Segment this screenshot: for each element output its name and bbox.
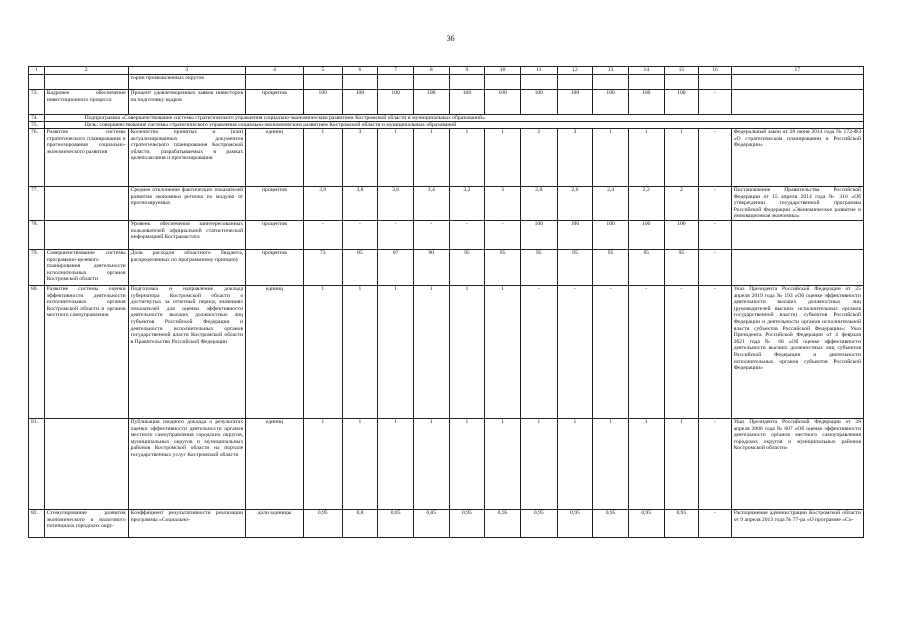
year-value bbox=[593, 75, 629, 90]
year-value: 1 bbox=[378, 129, 414, 187]
year-value: 95 bbox=[449, 249, 485, 285]
year-value: 0,95 bbox=[593, 509, 629, 537]
year-value: 1 bbox=[557, 418, 593, 509]
year-value: 0,95 bbox=[664, 509, 699, 537]
column-header: 14 bbox=[628, 67, 664, 75]
legal-basis bbox=[731, 90, 863, 115]
year-value: 2,2 bbox=[628, 187, 664, 221]
column-header: 8 bbox=[413, 67, 449, 75]
year-value: - bbox=[699, 90, 732, 115]
year-value: 1 bbox=[413, 418, 449, 509]
year-value: - bbox=[303, 220, 342, 249]
year-value: - bbox=[699, 220, 732, 249]
year-value: 1 bbox=[485, 285, 521, 418]
column-header: 1 bbox=[29, 67, 45, 75]
year-value: 1 bbox=[520, 418, 557, 509]
page-number: 36 bbox=[446, 34, 455, 43]
year-value: 3,2 bbox=[449, 187, 485, 221]
year-value: - bbox=[378, 220, 414, 249]
year-value: 100 bbox=[664, 90, 699, 115]
year-value bbox=[303, 75, 342, 90]
year-value: 1 bbox=[485, 129, 521, 187]
indicator-name: Коэффициент результативности реализации программы «Социально- bbox=[128, 509, 245, 537]
year-value: 3,4 bbox=[413, 187, 449, 221]
indicator-name: торин промышленных округов bbox=[128, 75, 245, 90]
column-header: 3 bbox=[128, 67, 245, 75]
indicator-name: Уровень обеспечения заинтересованных пользователей официальной статистической информацией Кострамастата bbox=[128, 220, 245, 249]
year-value: 100 bbox=[664, 220, 699, 249]
year-value: 2,6 bbox=[557, 187, 593, 221]
year-value bbox=[413, 75, 449, 90]
year-value: 3,9 bbox=[303, 187, 342, 221]
column-header: 9 bbox=[449, 67, 485, 75]
section-title: Цель: совершенствование системы стратегического управления социально-экономическим развитием Костромской области и муниципальных образований bbox=[44, 122, 863, 129]
year-value bbox=[628, 75, 664, 90]
year-value: 100 bbox=[342, 90, 378, 115]
year-value: 1 bbox=[342, 418, 378, 509]
year-value: 0,95 bbox=[628, 509, 664, 537]
column-header: 4 bbox=[246, 67, 304, 75]
year-value: 1 bbox=[449, 129, 485, 187]
column-header: 7 bbox=[378, 67, 414, 75]
indicator-name: Процент удовлетворенных заявок инвесторов на подготовку кадров bbox=[128, 90, 245, 115]
indicator-name: Среднее отклонение фактических показателей развития экономики региона по модулю от прогнозируемых bbox=[128, 187, 245, 221]
year-value: 90 bbox=[413, 249, 449, 285]
year-value bbox=[699, 75, 732, 90]
year-value: 1 bbox=[485, 418, 521, 509]
year-value: 73 bbox=[303, 249, 342, 285]
year-value: 1 bbox=[378, 418, 414, 509]
year-value: 95 bbox=[557, 249, 593, 285]
year-value bbox=[557, 75, 593, 90]
task-name bbox=[44, 220, 128, 249]
year-value: 1 bbox=[378, 285, 414, 418]
row-number: 78. bbox=[29, 220, 45, 249]
year-value: - bbox=[342, 220, 378, 249]
legal-basis: Постановление Правительства Российской Федерации от 15 апреля 2014 года № 316 «Об утверждении государственной программы Российской Федерации «Экономическое развитие и инновационная экономика» bbox=[731, 187, 863, 221]
year-value: 95 bbox=[664, 249, 699, 285]
column-header: 13 bbox=[593, 67, 629, 75]
unit: единиц bbox=[246, 418, 304, 509]
year-value bbox=[664, 75, 699, 90]
column-header: 17 bbox=[731, 67, 863, 75]
unit: единиц bbox=[246, 285, 304, 418]
row-number: 76. bbox=[29, 129, 45, 187]
year-value: 100 bbox=[413, 90, 449, 115]
table-row bbox=[29, 75, 864, 90]
year-value: - bbox=[520, 285, 557, 418]
indicators-table bbox=[28, 66, 864, 538]
year-value: 3 bbox=[342, 129, 378, 187]
year-value: 0,95 bbox=[520, 509, 557, 537]
year-value: - bbox=[699, 187, 732, 221]
indicator-name: Публикация сводного доклада о результатах оценки эффективности деятельности органов местного самоуправления городских округов, муниципальных округов и муниципальных районов Костромской области на портале государственных услуг Костромской области bbox=[128, 418, 245, 509]
year-value: 3,6 bbox=[378, 187, 414, 221]
year-value: 100 bbox=[520, 90, 557, 115]
indicator-name: Количество принятых и (или) актуализированных документов стратегического планирования Костромской области, разрабатываемых в рамках целеполагания и прогнозирования bbox=[128, 129, 245, 187]
year-value: 95 bbox=[628, 249, 664, 285]
year-value: 1 bbox=[449, 285, 485, 418]
task-name: Развитие системы оценки эффективности деятельности исполнительных органов Костромской области и органов местного самоуправления bbox=[44, 285, 128, 418]
year-value: 0,95 bbox=[485, 509, 521, 537]
year-value: 100 bbox=[449, 90, 485, 115]
subprogram-row bbox=[29, 115, 864, 122]
year-value: 1 bbox=[413, 285, 449, 418]
year-value: - bbox=[557, 285, 593, 418]
column-header: 6 bbox=[342, 67, 378, 75]
column-header: 2 bbox=[44, 67, 128, 75]
subprogram-row bbox=[29, 122, 864, 129]
row-number: 81. bbox=[29, 418, 45, 509]
task-name: Развитие системы стратегического планирования и прогнозирования социально-экономического развития bbox=[44, 129, 128, 187]
year-value: - bbox=[699, 285, 732, 418]
row-number: 74. bbox=[29, 115, 45, 122]
year-value: 2 bbox=[664, 187, 699, 221]
year-value bbox=[449, 75, 485, 90]
year-value: - bbox=[485, 220, 521, 249]
year-value: 100 bbox=[303, 90, 342, 115]
year-value: 100 bbox=[593, 90, 629, 115]
year-value: 1 bbox=[628, 129, 664, 187]
year-value: 1 bbox=[449, 418, 485, 509]
year-value: 1 bbox=[664, 129, 699, 187]
column-header: 12 bbox=[557, 67, 593, 75]
task-name bbox=[44, 75, 128, 90]
year-value: 1 bbox=[303, 418, 342, 509]
legal-basis bbox=[731, 249, 863, 285]
row-number: 75. bbox=[29, 122, 45, 129]
indicator-name: Подготовка и направление доклада губернатора Костромской области о достигнутых за отчетный период значениях показателей для оценки эффективности деятельности высших должностных лиц субъектов Российской Федерации и деятельности исполнительных органов государственной власти Костромской области в Правительство Российской Федерации bbox=[128, 285, 245, 418]
year-value: 1 bbox=[628, 418, 664, 509]
year-value: 100 bbox=[485, 90, 521, 115]
task-name bbox=[44, 187, 128, 221]
year-value: 95 bbox=[485, 249, 521, 285]
year-value: - bbox=[699, 418, 732, 509]
year-value: 100 bbox=[628, 90, 664, 115]
table-row bbox=[29, 249, 864, 285]
year-value bbox=[378, 75, 414, 90]
year-value: 1 bbox=[593, 418, 629, 509]
unit bbox=[246, 75, 304, 90]
legal-basis bbox=[731, 75, 863, 90]
year-value: 3 bbox=[557, 129, 593, 187]
year-value: 2,4 bbox=[593, 187, 629, 221]
year-value: 1 bbox=[664, 418, 699, 509]
unit: единиц bbox=[246, 129, 304, 187]
table-row bbox=[29, 187, 864, 221]
year-value: - bbox=[699, 509, 732, 537]
year-value: 100 bbox=[628, 220, 664, 249]
year-value: - bbox=[413, 220, 449, 249]
legal-basis: Указ Президента Российской Федерации от 28 апреля 2008 года № 607 «Об оценке эффективности деятельности органов местного самоуправления городских округов и муниципальных районов Костромской области» bbox=[731, 418, 863, 509]
year-value bbox=[485, 75, 521, 90]
legal-basis: Федеральный закон от 28 июня 2014 года № 172-ФЗ «О стратегическом планировании в Российской Федерации» bbox=[731, 129, 863, 187]
table-header-row bbox=[29, 67, 864, 75]
year-value: 1 bbox=[593, 129, 629, 187]
unit: доли единицы bbox=[246, 509, 304, 537]
year-value: - bbox=[628, 285, 664, 418]
unit: процентов bbox=[246, 249, 304, 285]
year-value: 0,8 bbox=[342, 509, 378, 537]
year-value: - bbox=[699, 129, 732, 187]
row-number: 73. bbox=[29, 90, 45, 115]
table-row bbox=[29, 129, 864, 187]
year-value: 2,8 bbox=[520, 187, 557, 221]
task-name: Совершенствование системы программно-целевого планирования деятельности исполнительных органов Костромской области bbox=[44, 249, 128, 285]
year-value: 95 bbox=[520, 249, 557, 285]
year-value: 1 bbox=[413, 129, 449, 187]
year-value: 0,85 bbox=[413, 509, 449, 537]
task-name bbox=[44, 418, 128, 509]
unit: процентов bbox=[246, 187, 304, 221]
year-value: - bbox=[449, 220, 485, 249]
year-value: 100 bbox=[557, 220, 593, 249]
year-value bbox=[520, 75, 557, 90]
year-value: - bbox=[593, 285, 629, 418]
row-number: 82. bbox=[29, 509, 45, 537]
table-row bbox=[29, 285, 864, 418]
row-number: 79. bbox=[29, 249, 45, 285]
year-value: 100 bbox=[593, 220, 629, 249]
year-value: - bbox=[664, 285, 699, 418]
year-value: 0,95 bbox=[449, 509, 485, 537]
year-value: 1 bbox=[303, 129, 342, 187]
year-value: 1 bbox=[303, 285, 342, 418]
year-value bbox=[342, 75, 378, 90]
task-name: Кадровое обеспечение инвестиционного процесса bbox=[44, 90, 128, 115]
column-header: 11 bbox=[520, 67, 557, 75]
year-value: 0,95 bbox=[557, 509, 593, 537]
year-value: 3 bbox=[485, 187, 521, 221]
column-header: 5 bbox=[303, 67, 342, 75]
year-value: 100 bbox=[557, 90, 593, 115]
year-value: 2 bbox=[520, 129, 557, 187]
row-number bbox=[29, 75, 45, 90]
legal-basis: Распоряжение администрации Костромской области от 9 апреля 2013 года № 77-ра «О программе «Со- bbox=[731, 509, 863, 537]
table-row bbox=[29, 418, 864, 509]
indicator-name: Доля расходов областного бюджета, распределенных по программному принципу bbox=[128, 249, 245, 285]
column-header: 16 bbox=[699, 67, 732, 75]
legal-basis: Указ Президента Российской Федерации от 25 апреля 2019 года № 193 «Об оценке эффективности деятельности высших должностных лиц (руководителей высших исполнительных органов государственной власти) субъектов Российской Федерации и деятельности органов исполнительной власти субъектов Российской Федерации»; Указ Президента Российской Федерации от 4 февраля 2021 года № 68 «Об оценке эффективности деятельности высших должностных лиц субъектов Российской Федерации и деятельности исполнительных органов субъектов Российской Федерации» bbox=[731, 285, 863, 418]
table-row bbox=[29, 220, 864, 249]
year-value: 85 bbox=[342, 249, 378, 285]
year-value: 100 bbox=[378, 90, 414, 115]
legal-basis bbox=[731, 220, 863, 249]
year-value: 0,85 bbox=[378, 509, 414, 537]
year-value: 0,95 bbox=[303, 509, 342, 537]
row-number: 77. bbox=[29, 187, 45, 221]
unit: процентов bbox=[246, 220, 304, 249]
row-number: 80. bbox=[29, 285, 45, 418]
section-title: Подпрограмма «Совершенствование системы стратегического управления социально-экономическим развитием Костромской области и муниципальных образований» bbox=[44, 115, 863, 122]
year-value: 3,8 bbox=[342, 187, 378, 221]
column-header: 10 bbox=[485, 67, 521, 75]
column-header: 15 bbox=[664, 67, 699, 75]
unit: процентов bbox=[246, 90, 304, 115]
year-value: - bbox=[699, 249, 732, 285]
year-value: 95 bbox=[593, 249, 629, 285]
year-value: 1 bbox=[342, 285, 378, 418]
task-name: Стимулирование развития экономического и налогового потенциала городских окру- bbox=[44, 509, 128, 537]
year-value: 100 bbox=[520, 220, 557, 249]
table-row bbox=[29, 90, 864, 115]
table-row bbox=[29, 509, 864, 537]
year-value: 87 bbox=[378, 249, 414, 285]
